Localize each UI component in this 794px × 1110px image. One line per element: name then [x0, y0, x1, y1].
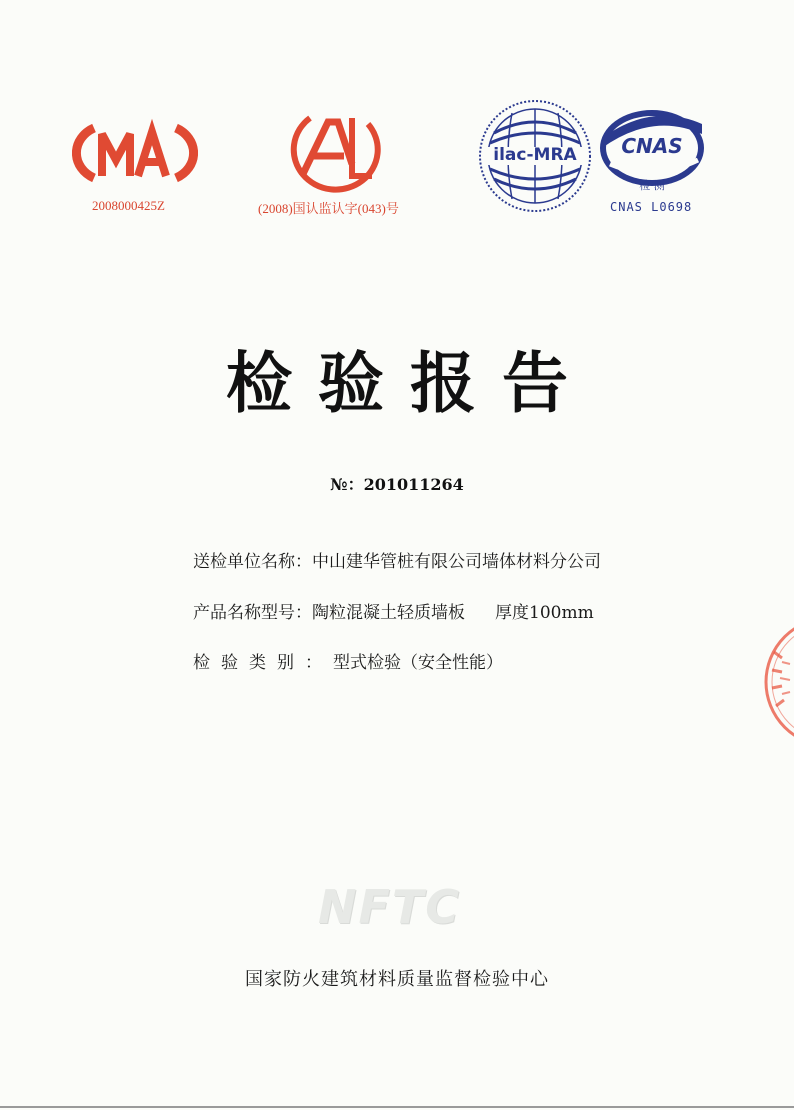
- product-value: 陶粒混凝土轻质墙板: [312, 603, 465, 623]
- stamp-seal-icon: [760, 612, 794, 752]
- cal-caption: (2008)国认监认字(043)号: [258, 201, 399, 216]
- cma-mark-icon: [72, 118, 198, 188]
- ilac-text: ilac-MRA: [493, 145, 577, 165]
- nftc-watermark: NFTC: [318, 880, 462, 934]
- product-label: 产品名称型号：: [193, 603, 312, 623]
- cnas-logo: [596, 104, 708, 194]
- ilac-mra-logo: [476, 97, 594, 215]
- product-spec: 厚度100mm: [495, 603, 594, 623]
- cnas-caption: CNAS L0698: [610, 200, 693, 214]
- type-label: 检验类别：: [193, 653, 333, 673]
- client-row: [193, 547, 601, 572]
- cnas-sub: 检 测: [639, 179, 665, 192]
- cal-logo: [280, 104, 390, 194]
- cal-mark-icon: [280, 104, 390, 194]
- client-label: 送检单位名称：: [193, 552, 312, 572]
- product-row: [193, 598, 594, 623]
- type-row: [193, 648, 503, 673]
- cma-logo: [72, 118, 198, 188]
- type-value: 型式检验（安全性能）: [333, 653, 503, 673]
- scan-edge-line: [0, 1106, 794, 1108]
- official-stamp: [760, 612, 794, 752]
- page-title: 检验报告: [226, 345, 594, 422]
- cma-caption: 2008000425Z: [92, 198, 165, 213]
- report-number: №：201011264: [330, 475, 464, 494]
- cnas-text: CNAS: [621, 134, 683, 158]
- client-value: 中山建华管桩有限公司墙体材料分公司: [312, 552, 601, 572]
- issuer-name: 国家防火建筑材料质量监督检验中心: [245, 969, 549, 990]
